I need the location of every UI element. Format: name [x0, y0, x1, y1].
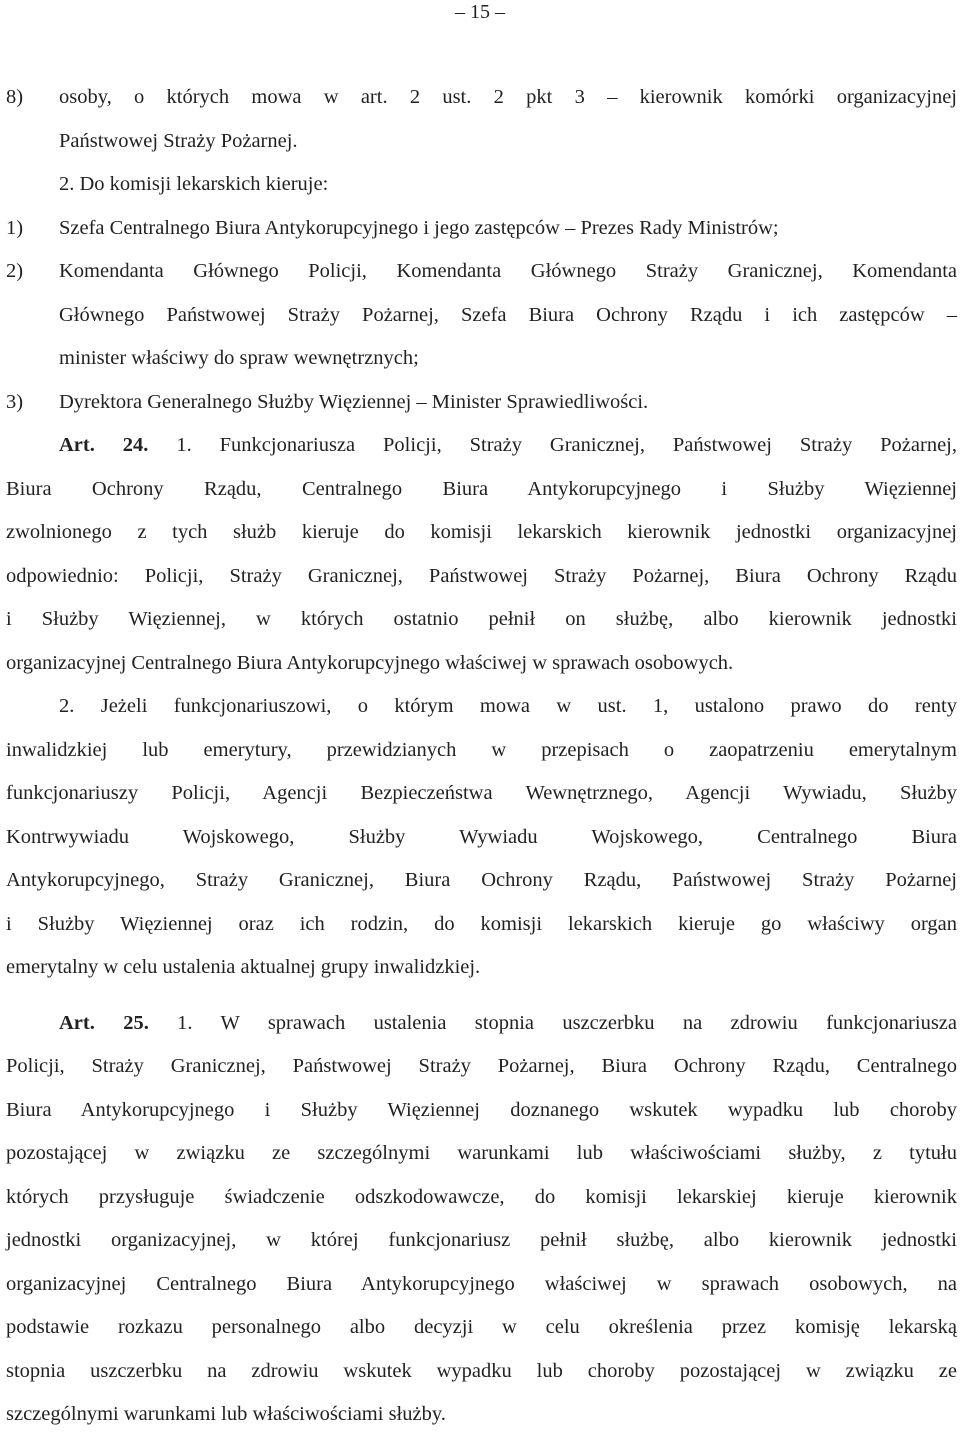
text-line: Policji, Straży Granicznej, Państwowej Straży Pożarnej, Biura Ochrony Rządu, Centralnego — [6, 1055, 957, 1077]
text-line: emerytalny w celu ustalenia aktualnej grupy inwalidzkiej. — [6, 956, 481, 978]
text-line: Antykorupcyjnego, Straży Granicznej, Biura Ochrony Rządu, Państwowej Straży Pożarnej — [6, 869, 957, 891]
text-line: odpowiednio: Policji, Straży Granicznej, Państwowej Straży Pożarnej, Biura Ochrony Rządu — [6, 564, 957, 587]
text-line: pozostającej w związku ze szczególnymi warunkami lub właściwościami służby, z tytułu — [6, 1142, 957, 1164]
text-line: szczególnymi warunkami lub właściwościami służby. — [6, 1403, 446, 1425]
text-line: Biura Antykorupcyjnego i Służby Więziennej doznanego wskutek wypadku lub choroby — [6, 1098, 957, 1121]
article-text: 1. Funkcjonariusza Policji, Straży Granicznej, Państwowej Straży Pożarnej, — [148, 434, 957, 456]
text-line: Dyrektora Generalnego Służby Więziennej – Minister Sprawiedliwości. — [59, 390, 649, 413]
article-24 — [6, 424, 957, 685]
article-24-ust-2 — [6, 685, 957, 990]
text-line: Biura Ochrony Rządu, Centralnego Biura Antykorupcyjnego i Służby Więziennej — [6, 477, 957, 500]
text-line: Komendanta Głównego Policji, Komendanta Głównego Straży Granicznej, Komendanta — [59, 260, 957, 282]
text-line: organizacyjnej Centralnego Biura Antykorupcyjnego właściwej w sprawach osobowych. — [6, 651, 734, 674]
list-item-2 — [6, 250, 957, 381]
paragraph-ust-2: 2. Do komisji lekarskich kieruje: — [59, 173, 329, 195]
text-line: organizacyjnej Centralnego Biura Antykorupcyjnego właściwej w sprawach osobowych, na — [6, 1272, 957, 1295]
list-item-number: 8) — [6, 86, 24, 108]
text-line — [6, 424, 957, 468]
list-item-8 — [6, 76, 957, 163]
text-line — [6, 1002, 957, 1046]
list-item-number: 1) — [6, 216, 24, 239]
text-line: jednostki organizacyjnej, w której funkcjonariusz pełnił służbę, albo kierownik jednostki — [6, 1229, 957, 1251]
spacer — [6, 990, 957, 1002]
text-line: zwolnionego z tych służb kieruje do komisji lekarskich kierownik jednostki organizacyjnej — [6, 521, 957, 543]
text-line: Szefa Centralnego Biura Antykorupcyjnego i jego zastępców – Prezes Rady Ministrów; — [59, 216, 779, 239]
text-line: Głównego Państwowej Straży Pożarnej, Szefa Biura Ochrony Rządu i ich zastępców – — [59, 303, 957, 326]
text-line: Kontrwywiadu Wojskowego, Służby Wywiadu Wojskowego, Centralnego Biura — [6, 825, 957, 848]
list-item-1 — [6, 207, 957, 251]
text-line: podstawie rozkazu personalnego albo decyzji w celu określenia przez komisję lekarską — [6, 1316, 957, 1338]
text-line: i Służby Więziennej, w których ostatnio pełnił on służbę, albo kierownik jednostki — [6, 608, 957, 630]
article-text: 1. W sprawach ustalenia stopnia uszczerbku na zdrowiu funkcjonariusza — [148, 1011, 957, 1034]
article-label: Art. 25. — [59, 1011, 149, 1034]
article-label: Art. 24. — [59, 434, 149, 456]
list-item-3 — [6, 381, 957, 425]
list-item-number: 3) — [6, 390, 24, 413]
text-line: stopnia uszczerbku na zdrowiu wskutek wypadku lub choroby pozostającej w związku ze — [6, 1359, 957, 1382]
text-line: osoby, o których mowa w art. 2 ust. 2 pkt 3 – kierownik komórki organizacyjnej — [59, 86, 957, 108]
article-25 — [6, 1002, 957, 1437]
list-item-number: 2) — [6, 260, 24, 282]
text-line: inwalidzkiej lub emerytury, przewidzianych w przepisach o zaopatrzeniu emerytalnym — [6, 738, 957, 761]
text-line: i Służby Więziennej oraz ich rodzin, do komisji lekarskich kieruje go właściwy organ — [6, 912, 957, 935]
text-line: 2. Jeżeli funkcjonariuszowi, o którym mowa w ust. 1, ustalono prawo do renty — [59, 695, 957, 717]
text-line: minister właściwy do spraw wewnętrznych; — [59, 347, 419, 369]
text-line: których przysługuje świadczenie odszkodowawcze, do komisji lekarskiej kieruje kierownik — [6, 1185, 957, 1208]
document-body — [6, 76, 957, 1437]
page-number: – 15 – — [455, 1, 505, 23]
text-line: Państwowej Straży Pożarnej. — [59, 129, 298, 152]
text-line: funkcjonariuszy Policji, Agencji Bezpieczeństwa Wewnętrznego, Agencji Wywiadu, Służby — [6, 782, 957, 804]
